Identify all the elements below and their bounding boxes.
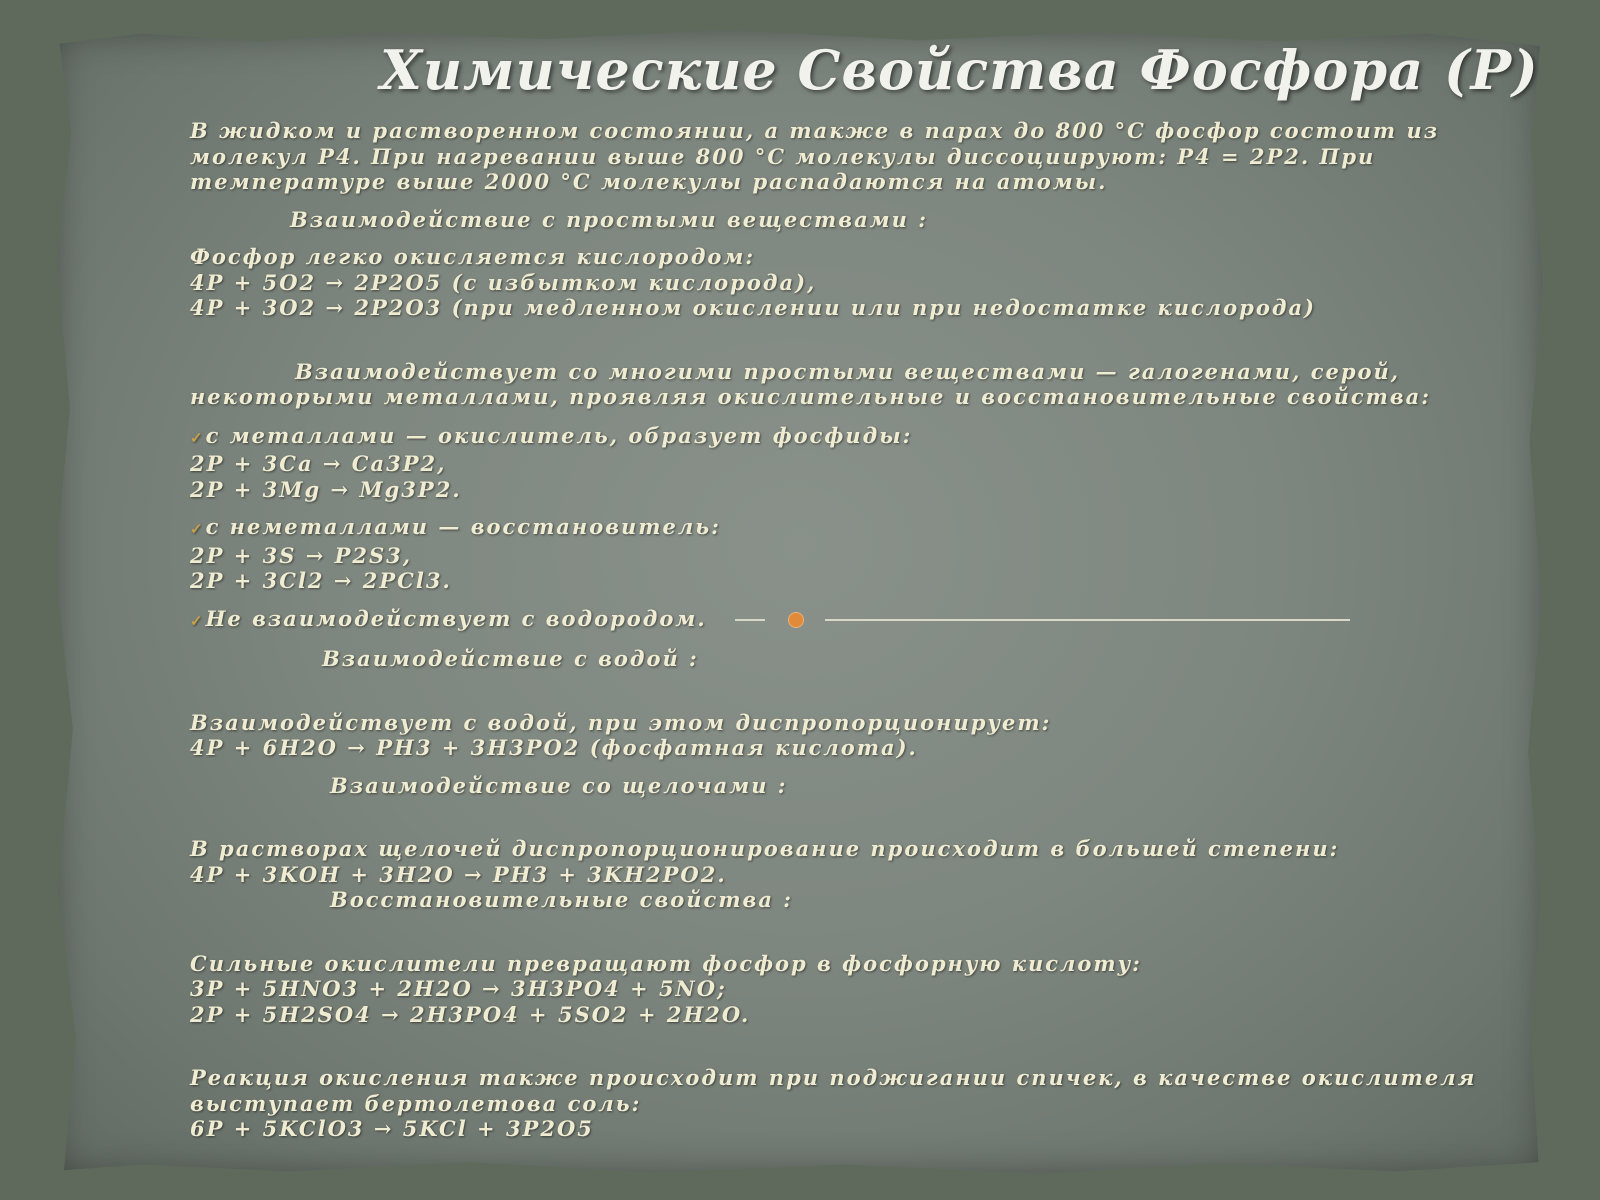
intro-line: температуре выше 2000 °С молекулы распадаются на атомы. — [190, 169, 1108, 194]
metals-paragraph — [190, 423, 1530, 503]
equation: 2Р + 5H2SO4 → 2H3PO4 + 5SO2 + 2H2O. — [190, 1001, 751, 1027]
equation: 4Р + 3KOH + 3Н2О → РН3 + 3KН2РО2. — [190, 861, 727, 887]
many-line: некоторыми металлами, проявляя окислительные и восстановительные свойства: — [190, 384, 1432, 409]
equation: 4P + 3O2 → 2P2O3 (при медленном окислении или при недостатке кислорода) — [190, 295, 1316, 320]
reducing-paragraph — [190, 951, 1530, 1028]
matches-line: выступает бертолетова соль: — [190, 1090, 642, 1116]
water-line: Взаимодействует с водой, при этом диспропорционирует: — [190, 709, 1052, 735]
nonmetals-paragraph — [190, 514, 1530, 594]
equation: 2P + 3Mg → Mg3P2. — [190, 476, 462, 502]
intro-line: В жидком и растворенном состоянии, а также в парах до 800 °С фосфор состоит из — [190, 118, 1440, 143]
many-line: Взаимодействует со многими простыми веществами — галогенами, серой, — [295, 358, 1401, 384]
matches-paragraph — [190, 1065, 1530, 1142]
equation: 2P + 3Ca → Ca3P2, — [190, 451, 447, 476]
equation: 6P + 5KClO3 → 5KCl + 3P2O5 — [190, 1116, 594, 1141]
oxygen-paragraph — [190, 244, 1530, 321]
metals-label: с металлами — окислитель, образует фосфиды: — [205, 422, 913, 448]
divider-line-right — [825, 619, 1350, 621]
section-heading-reducing: Восстановительные свойства : — [330, 887, 794, 912]
divider-line-left — [735, 619, 765, 621]
equation: 2P + 3Cl2 → 2PCl3. — [190, 568, 452, 593]
section-heading-simple: Взаимодействие с простыми веществами : — [290, 206, 928, 232]
water-paragraph — [190, 710, 1530, 761]
reducing-line: Сильные окислители превращают фосфор в фосфорную кислоту: — [190, 950, 1142, 976]
alkali-paragraph — [190, 836, 1530, 913]
nonmetals-label: с неметаллами — восстановитель: — [205, 514, 721, 539]
section-heading-alkali: Взаимодействие со щелочами : — [330, 772, 788, 798]
hydrogen-paragraph — [190, 606, 1530, 635]
equation: 2P + 3S → P2S3, — [190, 542, 413, 568]
equation: 4P + 5O2 → 2P2O5 (с избытком кислорода), — [190, 269, 817, 295]
checkmark-icon: ✓ — [190, 428, 205, 447]
intro-paragraph — [190, 118, 1530, 195]
slide-body — [190, 118, 1530, 1142]
checkmark-icon: ✓ — [190, 520, 205, 538]
hydrogen-label: Не взаимодействует с водородом. — [205, 605, 707, 631]
divider-dot-icon — [788, 612, 804, 628]
oxygen-line: Фосфор легко окисляется кислородом: — [190, 244, 756, 269]
many-substances-paragraph — [190, 359, 1530, 410]
alkali-line: В растворах щелочей диспропорционирование происходит в большей степени: — [190, 836, 1340, 861]
slide-title: Химические Свойства Фосфора (Р) — [380, 38, 1539, 102]
equation: 4Р + 6Н2О → РН3 + 3Н3РО2 (фосфатная кислота). — [190, 735, 918, 760]
matches-line: Реакция окисления также происходит при поджигании спичек, в качестве окислителя — [190, 1065, 1477, 1090]
equation: 3Р + 5HNO3 + 2Н2О → 3Н3РО4 + 5NO; — [190, 976, 727, 1001]
checkmark-icon: ✓ — [190, 611, 205, 630]
section-heading-water: Взаимодействие с водой : — [322, 646, 699, 671]
intro-line: молекул Р4. При нагревании выше 800 °С молекулы диссоциируют: Р4 = 2Р2. При — [190, 143, 1376, 169]
